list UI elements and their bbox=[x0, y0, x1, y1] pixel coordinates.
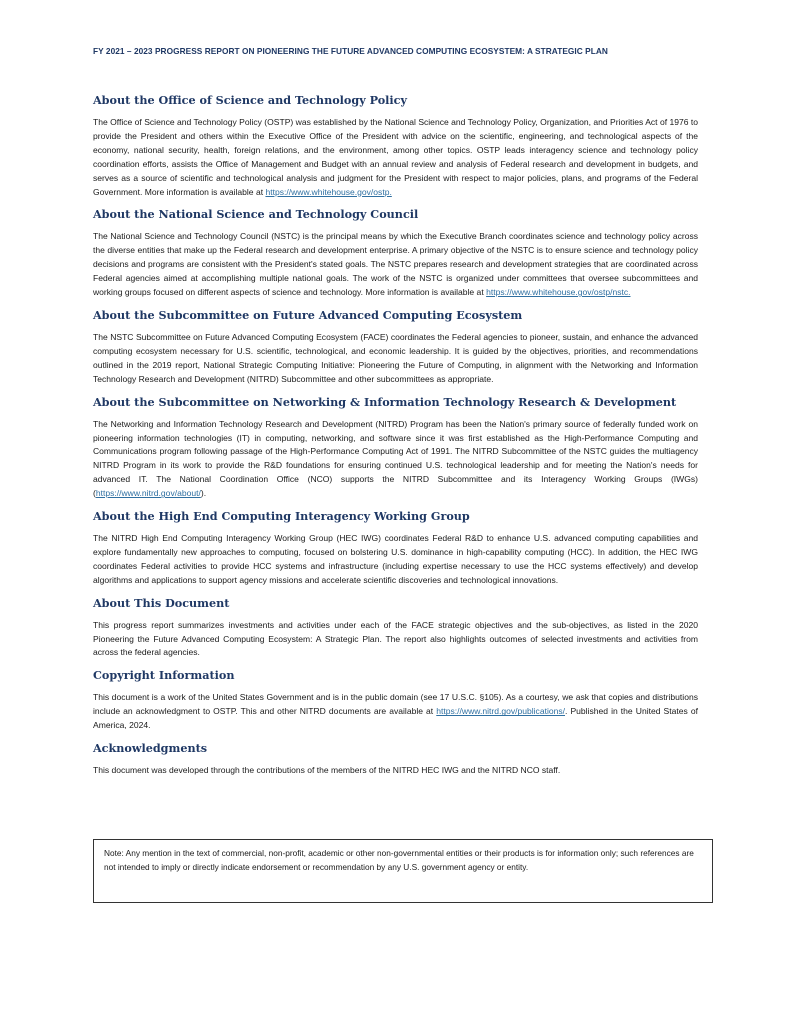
section-heading: Copyright Information bbox=[93, 668, 235, 683]
section-heading: About the Subcommittee on Networking & Information Technology Research & Development bbox=[93, 394, 677, 409]
section-heading: About the Subcommittee on Future Advanced Computing Ecosystem bbox=[93, 307, 523, 322]
section-paragraph bbox=[93, 691, 698, 733]
paragraph-text-after: . Published in the United States of America, 2024. bbox=[93, 706, 698, 731]
paragraph-text: The Networking and Information Technology Research and Development (NITRD) Program has been the Nation's primary source of federally funded work on pioneering information technologies (IT) in computing, networking, and software since it was first established as the High-Performance Computing and Communications program following passage of the High-Performance Computing Act of 1991. The NITRD Subcommittee of the NSTC guides the multiagency NITRD Program in its work to provide the R&D foundations for ensuring continued U.S. technological leadership and for meeting the Nation's needs for advanced IT. The National Coordination Office (NCO) supports the NITRD Subcommittee and its Interagency Working Groups (IWGs) ( bbox=[93, 418, 698, 499]
section-paragraph bbox=[93, 230, 698, 300]
nstc-link[interactable]: https://www.whitehouse.gov/ostp/nstc. bbox=[486, 287, 631, 298]
section-nstc bbox=[93, 204, 698, 300]
section-paragraph bbox=[93, 116, 698, 199]
paragraph-text-after: ). bbox=[200, 488, 207, 499]
disclaimer-text: Note: Any mention in the text of commercial, non-profit, academic or other non-governmental entities or their products is for information only; such references are not intended to imply or directly indicate endorsement or recommendation by any U.S. government agency or entity. bbox=[104, 848, 694, 872]
disclaimer-note-box bbox=[93, 839, 713, 903]
document-body bbox=[93, 90, 698, 783]
section-paragraph: This document was developed through the contributions of the members of the NITRD HEC IWG and the NITRD NCO staff. bbox=[93, 765, 561, 776]
section-paragraph bbox=[93, 418, 698, 501]
running-header: FY 2021 – 2023 PROGRESS REPORT ON PIONEERING THE FUTURE ADVANCED COMPUTING ECOSYSTEM: A STRATEGIC PLAN bbox=[93, 46, 608, 56]
publications-link[interactable]: https://www.nitrd.gov/publications/ bbox=[436, 706, 566, 717]
section-heading: About the High End Computing Interagency Working Group bbox=[93, 509, 470, 524]
section-heading: Acknowledgments bbox=[93, 741, 208, 756]
section-nitrd bbox=[93, 392, 698, 501]
section-heading: About the Office of Science and Technology Policy bbox=[93, 93, 407, 107]
paragraph-text: This document is a work of the United States Government and is in the public domain (see 17 U.S.C. §105). As a courtesy, we ask that copies and distributions include an acknowledgment to OSTP. This and other NITRD documents are available at bbox=[93, 692, 698, 717]
section-hec bbox=[93, 506, 698, 588]
paragraph-text: The Office of Science and Technology Policy (OSTP) was established by the National Science and Technology Policy, Organization, and Priorities Act of 1976 to provide the President and others within the Executive Office of the President with advice on the scientific, engineering, and technological aspects of the economy, national security, health, foreign relations, and the environment, among other topics. OSTP leads interagency science and technology policy coordination efforts, assists the Office of Management and Budget with an annual review and analysis of Federal research and development in budgets, and serves as a source of scientific and technological analysis and judgment for the President with respect to major policies, plans, and programs of the Federal Government. More information is available at bbox=[93, 117, 698, 197]
section-heading: About This Document bbox=[93, 595, 230, 610]
section-acknowledgments bbox=[93, 738, 698, 778]
section-heading: About the National Science and Technology Council bbox=[93, 207, 419, 222]
section-ostp bbox=[93, 90, 698, 199]
paragraph-text: The National Science and Technology Council (NSTC) is the principal means by which the Executive Branch coordinates science and technology policy across the diverse entities that make up the Federal research and development enterprise. A primary objective of the NSTC is to ensure science and technology policy decisions and programs are consistent with the President's stated goals. The NSTC prepares research and development strategies that are coordinated across Federal agencies aimed at accomplishing multiple national goals. The work of the NSTC is organized under committees that oversee subcommittees and working groups focused on different aspects of science and technology. More information is available at bbox=[93, 231, 698, 298]
nitrd-about-link[interactable]: https://www.nitrd.gov/about/ bbox=[95, 488, 201, 499]
section-copyright bbox=[93, 665, 698, 733]
section-paragraph: This progress report summarizes investments and activities under each of the FACE strategic objectives and the sub-objectives, as listed in the 2020 Pioneering the Future Advanced Computing Ecosystem: A Strategic Plan. The report also highlights outcomes of selected investments and activities from across the federal agencies. bbox=[93, 619, 698, 658]
section-this-document bbox=[93, 593, 698, 661]
ostp-link[interactable]: https://www.whitehouse.gov/ostp. bbox=[265, 186, 392, 197]
section-paragraph: The NITRD High End Computing Interagency Working Group (HEC IWG) coordinates Federal R&D to enhance U.S. advanced computing capabilities and explore fundamentally new approaches to computing, focused on bolstering U.S. dominance in high-capability computing (HCC). In addition, the HEC IWG coordinates Federal activities to provide HCC systems and infrastructure (including expertise necessary to use the HCC systems effectively) and develop algorithms and applications to support agency missions and accelerate scientific discoveries and technological innovations. bbox=[93, 533, 698, 585]
section-paragraph: The NSTC Subcommittee on Future Advanced Computing Ecosystem (FACE) coordinates the Federal agencies to pioneer, sustain, and enhance the advanced computing ecosystem necessary for U.S. scientific, technological, and economic leadership. It is guided by the objectives, priorities, and recommendations outlined in the 2019 report, National Strategic Computing Initiative: Pioneering the Future of Computing, in alignment with the Networking and Information Technology Research and Development (NITRD) Subcommittee and other subcommittees as appropriate. bbox=[93, 331, 698, 384]
section-face bbox=[93, 305, 698, 387]
